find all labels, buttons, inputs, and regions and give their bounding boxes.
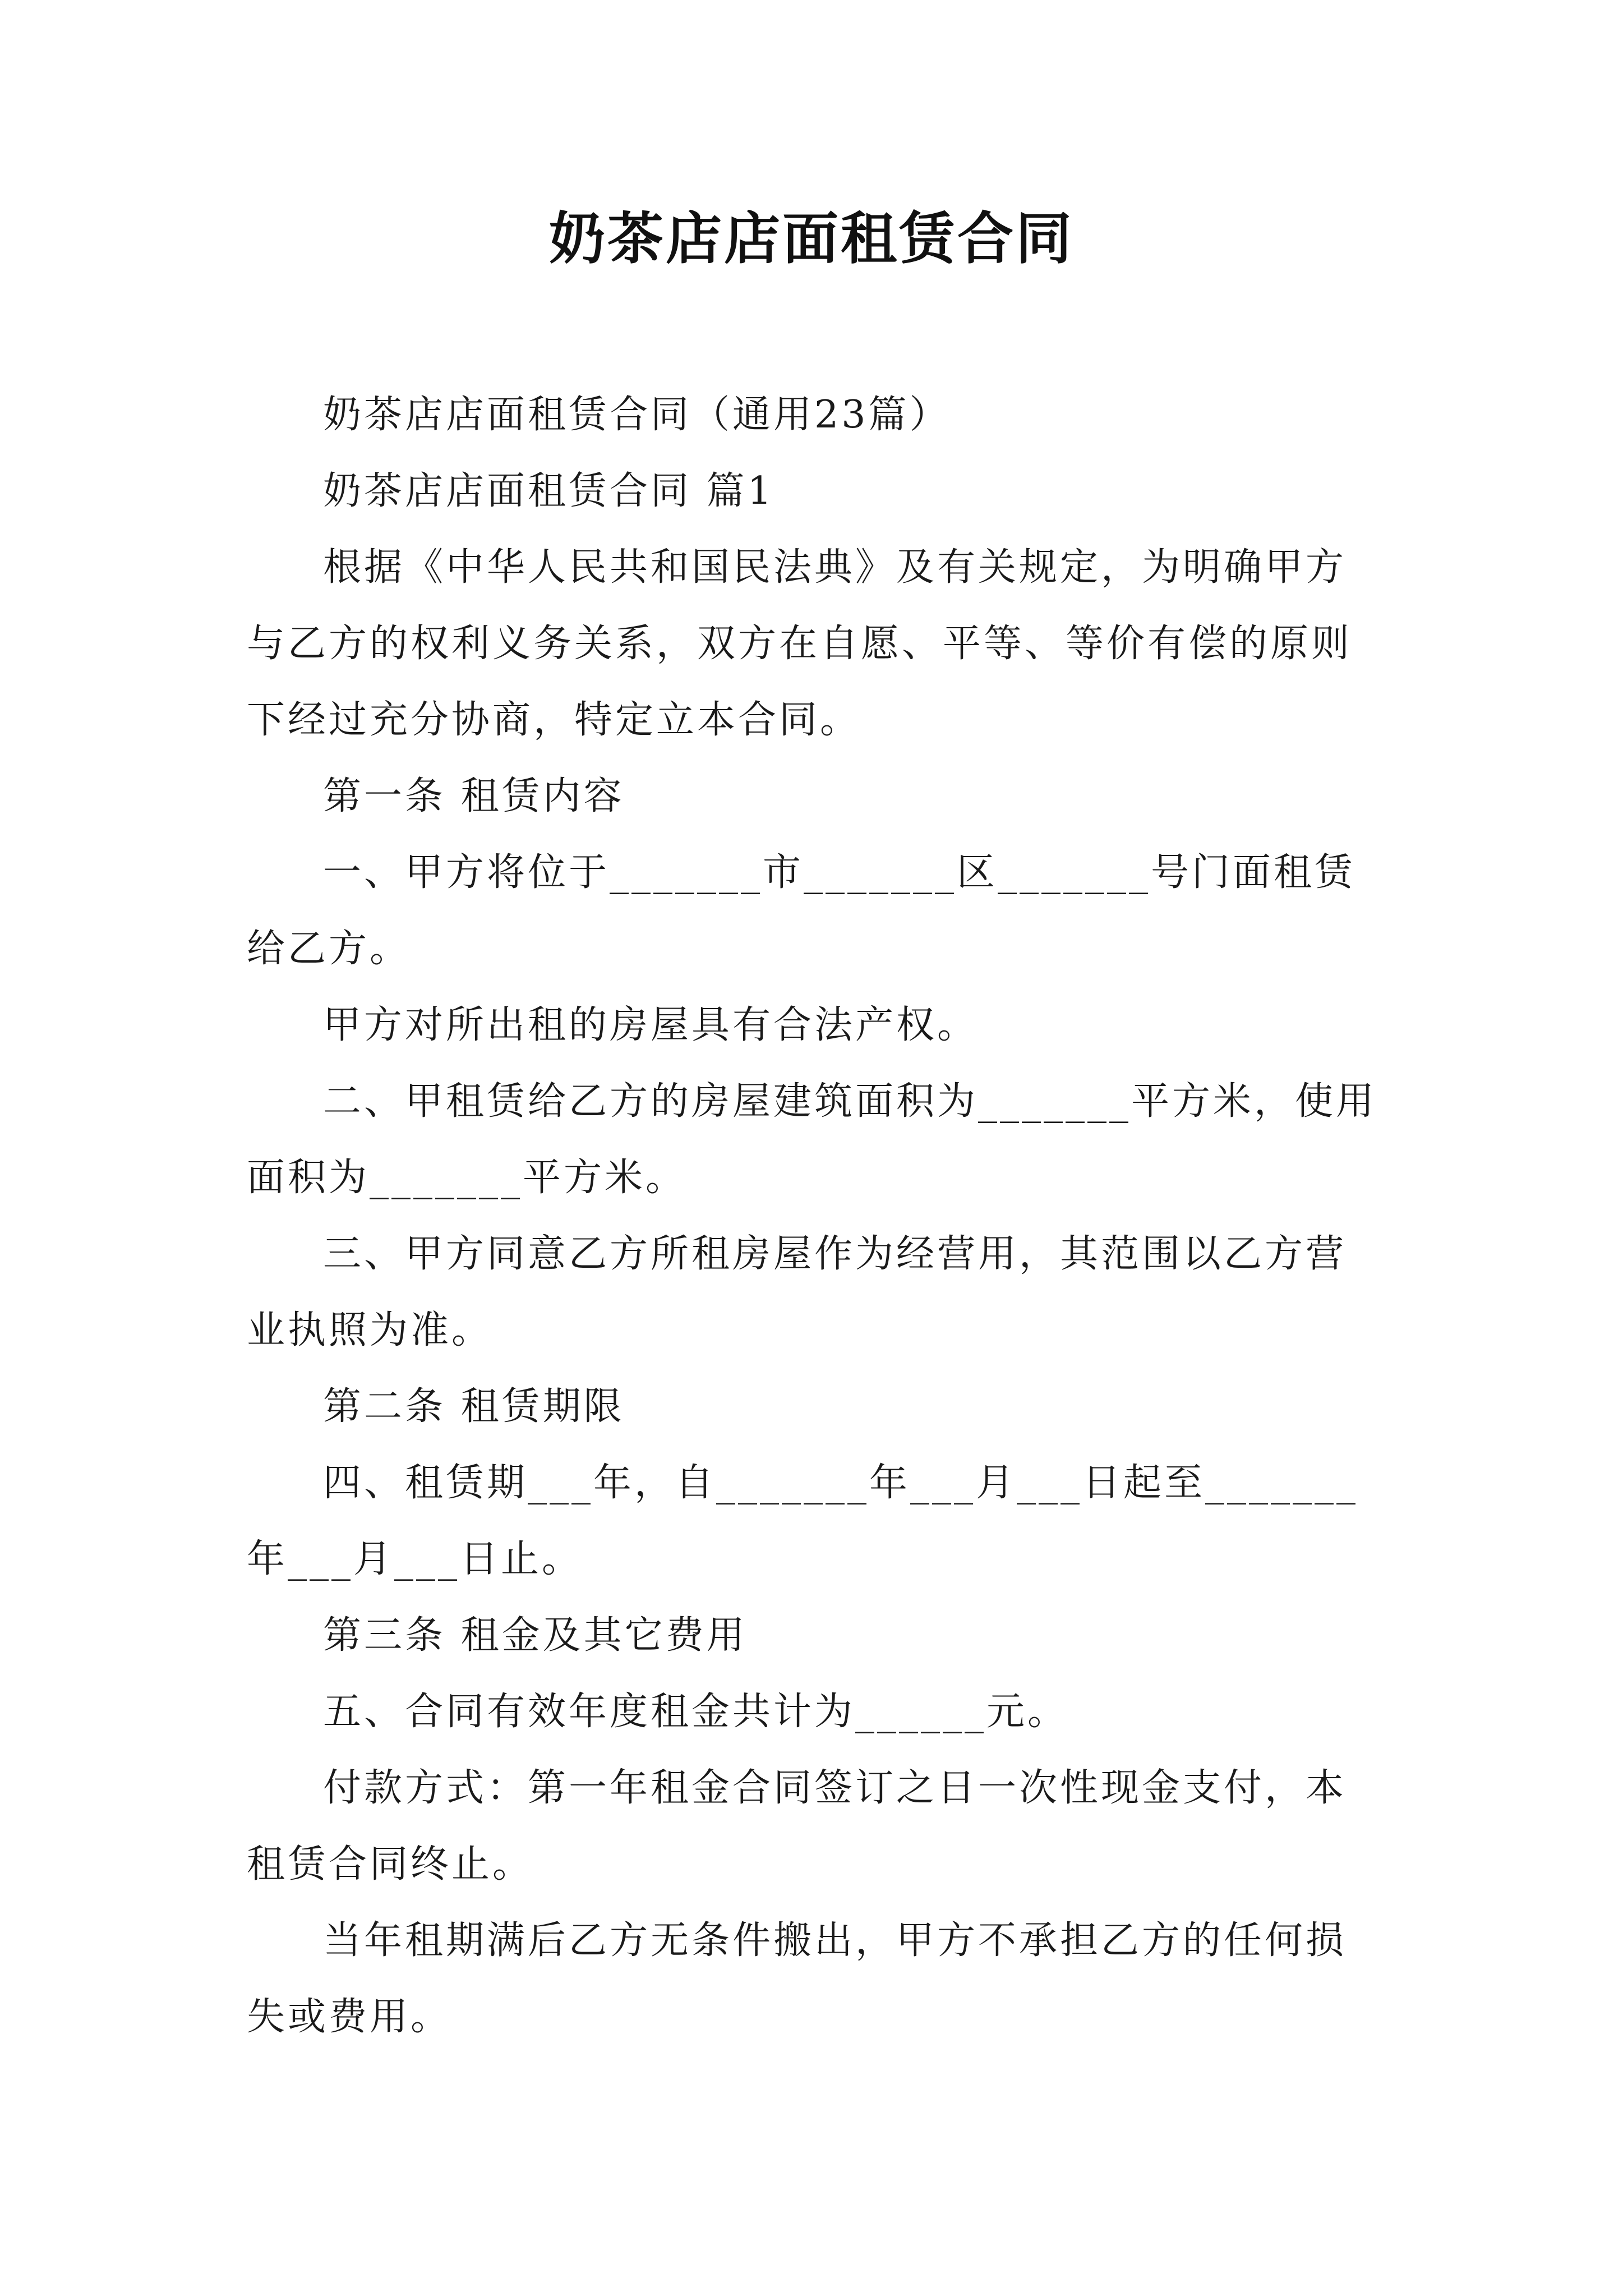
paragraph-section-heading: 奶茶店店面租赁合同 篇1 xyxy=(323,469,774,513)
paragraph-clause: 当年租期满后乙方无条件搬出，甲方不承担乙方的任何损失或费用。 xyxy=(247,1918,1347,2039)
paragraph-preamble: 根据《中华人民共和国民法典》及有关规定，为明确甲方与乙方的权利义务关系，双方在自愿、平等、等价有偿的原则下经过充分协商，特定立本合同。 xyxy=(247,545,1353,742)
document-body xyxy=(247,377,1380,2055)
paragraph-article-heading: 第一条 租赁内容 xyxy=(323,774,625,818)
paragraph-clause: 二、甲租赁给乙方的房屋建筑面积为_______平方米，使用面积为_______平方米。 xyxy=(247,1079,1377,1200)
paragraph-article-heading: 第二条 租赁期限 xyxy=(323,1384,625,1429)
paragraph-clause: 一、甲方将位于_______市_______区_______号门面租赁给乙方。 xyxy=(247,850,1356,971)
paragraph-clause: 甲方对所出租的房屋具有合法产权。 xyxy=(323,1003,979,1047)
paragraph-subtitle: 奶茶店店面租赁合同（通用23篇） xyxy=(323,393,951,437)
paragraph-clause: 三、甲方同意乙方所租房屋作为经营用，其范围以乙方营业执照为准。 xyxy=(247,1232,1347,1352)
paragraph-clause: 五、合同有效年度租金共计为______元。 xyxy=(323,1690,1069,1734)
paragraph-clause: 付款方式：第一年租金合同签订之日一次性现金支付，本租赁合同终止。 xyxy=(247,1766,1347,1887)
document-title: 奶茶店店面租赁合同 xyxy=(549,205,1074,272)
paragraph-clause: 四、租赁期___年，自_______年___月___日起至_______年___月___日止。 xyxy=(247,1461,1359,1581)
paragraph-article-heading: 第三条 租金及其它费用 xyxy=(323,1613,748,1658)
